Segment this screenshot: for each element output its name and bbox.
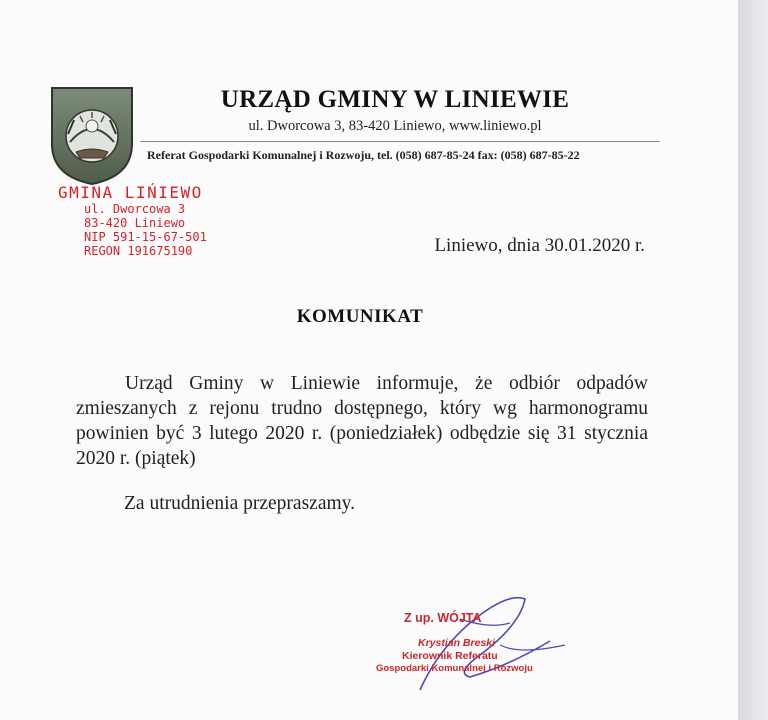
signature-role: Kierownik Referatu (402, 650, 498, 662)
office-address: ul. Dworcowa 3, 83-420 Liniewo, www.liniewo.pl (248, 118, 542, 134)
office-name: URZĄD GMINY W LINIEWIE (220, 86, 570, 113)
department-contact: Referat Gospodarki Komunalnej i Rozwoju, tel. (058) 687-85-24 fax: (058) 687-85-22 (147, 148, 580, 162)
header-divider (140, 141, 660, 142)
signature-name: Krystian Breski (418, 637, 496, 649)
stamp-line: 83-420 Liniewo (84, 216, 186, 230)
stamp-title: GMINA LIŃIEWO (58, 183, 203, 202)
announcement-paragraph: Urząd Gminy w Liniewie informuje, że odbiór odpadów zmieszanych z rejonu trudno dostępnego, który wg harmonogramu powinien być 3 lutego 2020 r. (poniedziałek) odbędzie się 31 stycznia 2020 r. (piątek) (76, 373, 648, 469)
stamp-line: REGON 191675190 (84, 244, 193, 258)
stamp-line: ul. Dworcowa 3 (84, 202, 186, 216)
signature-block (360, 585, 570, 695)
signature-department: Gospodarki Komunalnej i Rozwoju (376, 663, 533, 674)
page-edge (738, 0, 768, 720)
signature-on-behalf: Z up. WÓJTA (404, 611, 482, 625)
closing-line: Za utrudnienia przepraszamy. (124, 493, 356, 514)
office-stamp (54, 183, 244, 258)
coat-of-arms-icon (50, 86, 134, 186)
document-date: Liniewo, dnia 30.01.2020 r. (434, 235, 645, 256)
announcement-body (76, 371, 648, 471)
document-heading: KOMUNIKAT (296, 306, 424, 327)
stamp-line: NIP 591-15-67-501 (84, 230, 207, 244)
